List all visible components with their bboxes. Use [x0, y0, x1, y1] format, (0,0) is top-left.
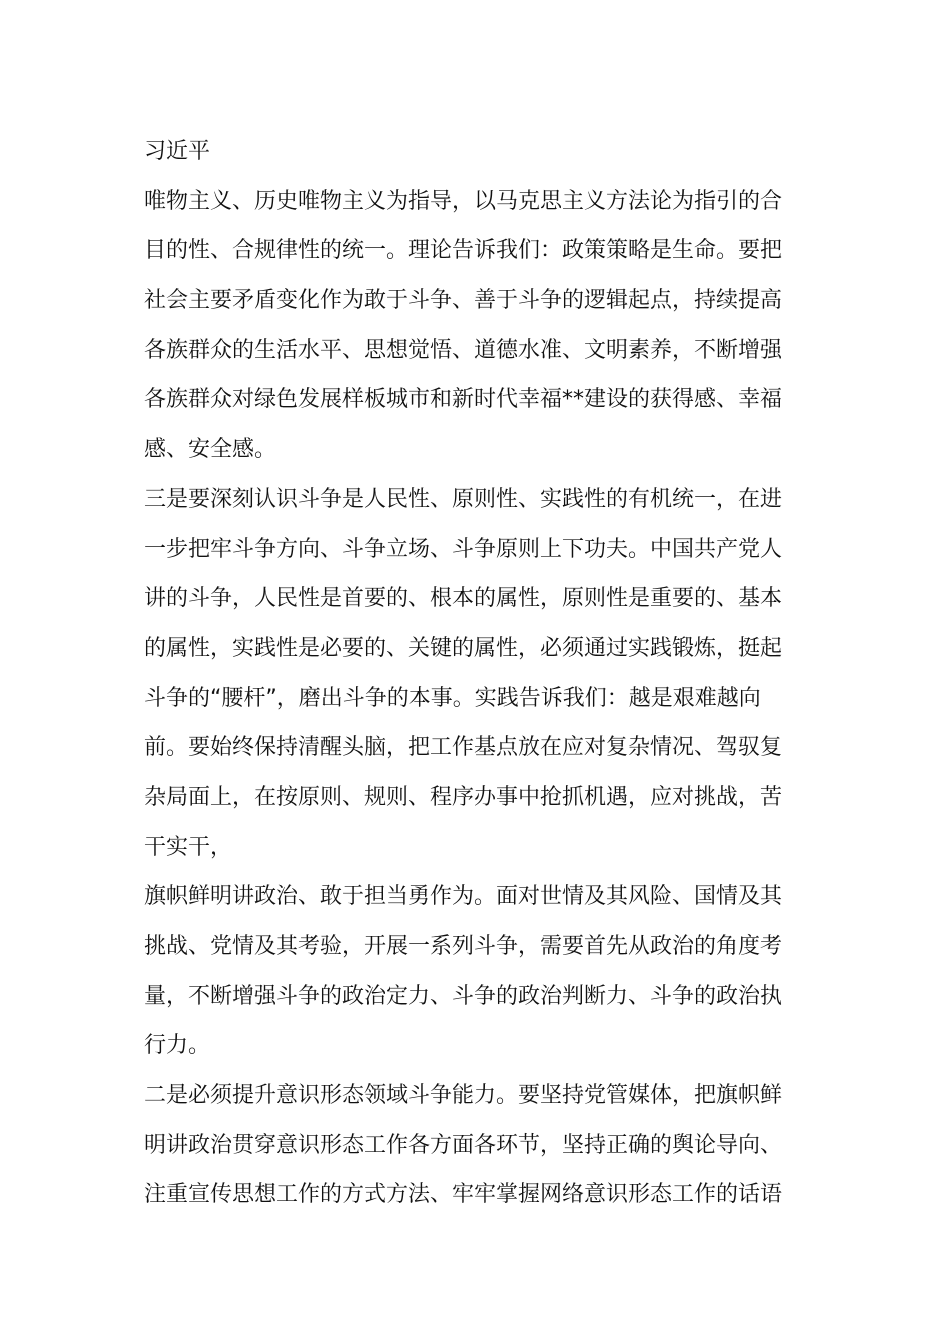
text-line-15: 旗帜鲜明讲政治、敢于担当勇作为。面对世情及其风险、国情及其	[144, 884, 783, 910]
text-line-8: 一步把牢斗争方向、斗争立场、斗争原则上下功夫。中国共产党人	[144, 536, 783, 562]
text-line-5: 各族群众对绿色发展样板城市和新时代幸福**建设的获得感、幸福	[144, 387, 783, 413]
text-line-6: 感、安全感。	[144, 437, 277, 463]
text-line-17: 量，不断增强斗争的政治定力、斗争的政治判断力、斗争的政治执	[144, 983, 783, 1009]
text-line-19: 二是必须提升意识形态领域斗争能力。要坚持党管媒体，把旗帜鲜	[144, 1083, 783, 1109]
text-line-12: 前。要始终保持清醒头脑，把工作基点放在应对复杂情况、驾驭复	[144, 735, 783, 761]
text-line-14: 干实干，	[144, 834, 233, 860]
text-line-13: 杂局面上，在按原则、规则、程序办事中抢抓机遇，应对挑战，苦	[144, 784, 783, 810]
text-line-18: 行力。	[144, 1033, 211, 1059]
text-line-10: 的属性，实践性是必要的、关键的属性，必须通过实践锻炼，挺起	[144, 635, 783, 661]
text-line-9: 讲的斗争，人民性是首要的、根本的属性，原则性是重要的、基本	[144, 586, 783, 612]
text-line-1: 唯物主义、历史唯物主义为指导，以马克思主义方法论为指引的合	[144, 188, 783, 214]
text-line-4: 各族群众的生活水平、思想觉悟、道德水准、文明素养，不断增强	[144, 337, 783, 363]
document-body	[144, 127, 810, 1220]
text-line-3: 社会主要矛盾变化作为敢于斗争、善于斗争的逻辑起点，持续提高	[144, 288, 783, 314]
text-line-11: 斗争的“腰杆”，磨出斗争的本事。实践告诉我们：越是艰难越向	[144, 685, 761, 711]
text-line-16: 挑战、党情及其考验，开展一系列斗争，需要首先从政治的角度考	[144, 934, 783, 959]
header-name: 习近平	[144, 139, 211, 164]
text-line-7: 三是要深刻认识斗争是人民性、原则性、实践性的有机统一，在进	[144, 486, 783, 512]
text-line-20: 明讲政治贯穿意识形态工作各方面各环节，坚持正确的舆论导向、	[144, 1132, 783, 1158]
text-line-21: 注重宣传思想工作的方式方法、牢牢掌握网络意识形态工作的话语	[144, 1182, 783, 1208]
text-line-2: 目的性、合规律性的统一。理论告诉我们：政策策略是生命。要把	[144, 238, 783, 264]
